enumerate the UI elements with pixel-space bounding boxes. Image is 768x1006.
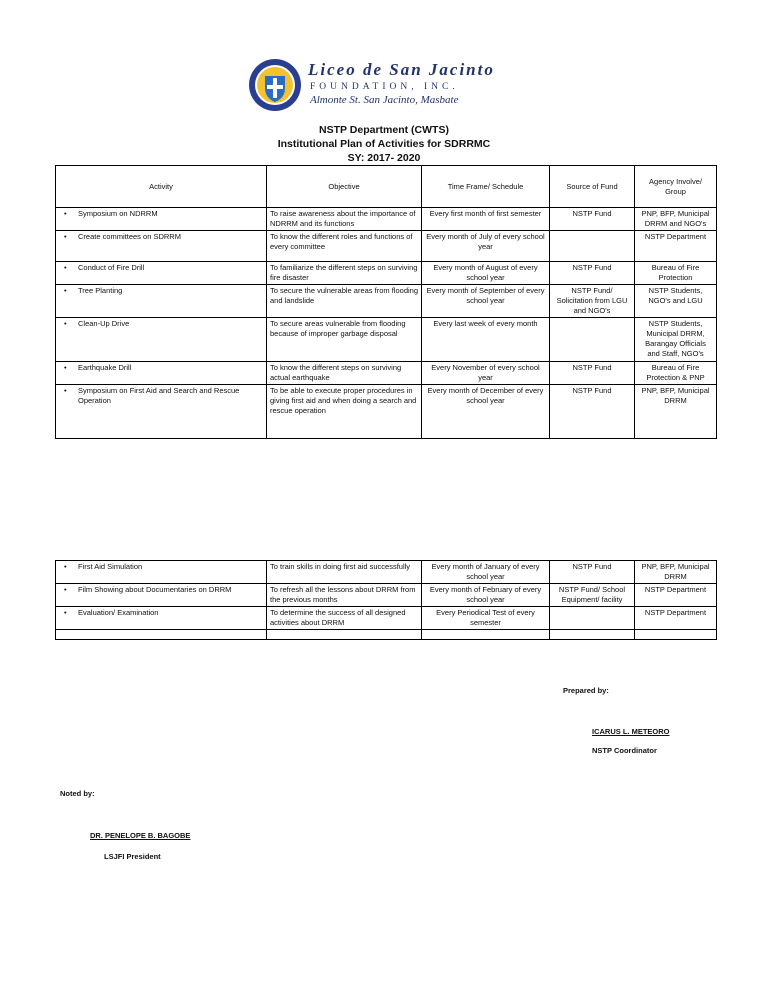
objective-cell: To determine the success of all designed activities about DRRM	[267, 607, 422, 630]
header-objective: Objective	[267, 166, 422, 208]
header-time-frame: Time Frame/ Schedule	[422, 166, 550, 208]
prepared-by-label: Prepared by:	[563, 686, 609, 695]
empty-cell	[56, 630, 267, 640]
preparer-name: ICARUS L. METEORO	[592, 727, 670, 736]
table-row	[56, 385, 717, 439]
agency-cell: PNP, BFP, Municipal DRRM	[635, 385, 717, 439]
letterhead	[248, 58, 518, 120]
fund-cell	[550, 231, 635, 262]
objective-cell: To familiarize the different steps on surviving fire disaster	[267, 262, 422, 285]
table-row	[56, 584, 717, 607]
time-cell: Every last week of every month	[422, 318, 550, 362]
time-cell: Every month of February of every school year	[422, 584, 550, 607]
time-cell: Every November of every school year	[422, 362, 550, 385]
table-row-empty	[56, 630, 717, 640]
table-row	[56, 362, 717, 385]
fund-cell: NSTP Fund	[550, 208, 635, 231]
table-row	[56, 561, 717, 584]
time-cell: Every first month of first semester	[422, 208, 550, 231]
table-row	[56, 318, 717, 362]
agency-cell: Bureau of Fire Protection & PNP	[635, 362, 717, 385]
time-cell: Every month of July of every school year	[422, 231, 550, 262]
org-name: Liceo de San Jacinto	[308, 60, 495, 79]
time-cell: Every month of August of every school year	[422, 262, 550, 285]
activity-cell: • Symposium on First Aid and Search and Rescue Operation	[56, 385, 267, 439]
activity-cell: • Evaluation/ Examination	[56, 607, 267, 630]
title-school-year: SY: 2017- 2020	[347, 152, 421, 164]
time-cell: Every month of December of every school year	[422, 385, 550, 439]
fund-cell: NSTP Fund	[550, 561, 635, 584]
agency-cell: PNP, BFP, Municipal DRRM	[635, 561, 717, 584]
header-source-of-fund: Source of Fund	[550, 166, 635, 208]
document-titles	[0, 123, 768, 165]
noter-name: DR. PENELOPE B. BAGOBE	[90, 831, 191, 840]
objective-cell: To train skills in doing first aid successfully	[267, 561, 422, 584]
time-cell: Every Periodical Test of every semester	[422, 607, 550, 630]
fund-cell: NSTP Fund	[550, 385, 635, 439]
title-plan: Institutional Plan of Activities for SDRRMC	[277, 138, 491, 150]
empty-cell	[550, 630, 635, 640]
activity-cell: • Symposium on NDRRM	[56, 208, 267, 231]
activity-cell: • First Aid Simulation	[56, 561, 267, 584]
table-row	[56, 607, 717, 630]
fund-cell	[550, 607, 635, 630]
table-header-row	[56, 166, 717, 208]
objective-cell: To refresh all the lessons about DRRM from the previous months	[267, 584, 422, 607]
objective-cell: To secure areas vulnerable from flooding because of improper garbage disposal	[267, 318, 422, 362]
org-address: Almonte St. San Jacinto, Masbate	[310, 94, 459, 106]
activity-cell: • Film Showing about Documentaries on DRRM	[56, 584, 267, 607]
time-cell: Every month of January of every school year	[422, 561, 550, 584]
agency-cell: Bureau of Fire Protection	[635, 262, 717, 285]
fund-cell: NSTP Fund/ Solicitation from LGU and NGO's	[550, 285, 635, 318]
table-row	[56, 231, 717, 262]
activity-cell: • Earthquake Drill	[56, 362, 267, 385]
table-row	[56, 262, 717, 285]
header-activity: Activity	[56, 166, 267, 208]
objective-cell: To know the different steps on surviving actual earthquake	[267, 362, 422, 385]
objective-cell: To secure the vulnerable areas from flooding and landslide	[267, 285, 422, 318]
title-department: NSTP Department (CWTS)	[319, 124, 449, 136]
fund-cell: NSTP Fund/ School Equipment/ facility	[550, 584, 635, 607]
activities-table	[55, 165, 717, 439]
noted-by-label: Noted by:	[60, 789, 95, 798]
empty-cell	[422, 630, 550, 640]
activity-cell: • Tree Planting	[56, 285, 267, 318]
agency-cell: NSTP Students, NGO's and LGU	[635, 285, 717, 318]
objective-cell: To raise awareness about the importance of NDRRM and its functions	[267, 208, 422, 231]
fund-cell	[550, 318, 635, 362]
fund-cell: NSTP Fund	[550, 262, 635, 285]
school-seal-logo	[248, 58, 302, 112]
agency-cell: NSTP Department	[635, 607, 717, 630]
noter-title: LSJFI President	[104, 852, 161, 861]
objective-cell: To know the different roles and functions of every committee	[267, 231, 422, 262]
agency-cell: NSTP Department	[635, 231, 717, 262]
org-subtitle: FOUNDATION, INC.	[310, 82, 459, 92]
empty-cell	[635, 630, 717, 640]
objective-cell: To be able to execute proper procedures in giving first aid and when doing a search and rescue operation	[267, 385, 422, 439]
activity-cell: • Create committees on SDRRM	[56, 231, 267, 262]
empty-cell	[267, 630, 422, 640]
agency-cell: PNP, BFP, Municipal DRRM and NGO's	[635, 208, 717, 231]
agency-cell: NSTP Students, Municipal DRRM, Barangay Officials and Staff, NGO's	[635, 318, 717, 362]
table-row	[56, 285, 717, 318]
activity-cell: • Clean-Up Drive	[56, 318, 267, 362]
activities-table-continued	[55, 560, 717, 640]
header-agency: Agency Involve/ Group	[635, 166, 717, 208]
activity-cell: • Conduct of Fire Drill	[56, 262, 267, 285]
time-cell: Every month of September of every school year	[422, 285, 550, 318]
fund-cell: NSTP Fund	[550, 362, 635, 385]
table-row	[56, 208, 717, 231]
agency-cell: NSTP Department	[635, 584, 717, 607]
preparer-title: NSTP Coordinator	[592, 746, 657, 755]
